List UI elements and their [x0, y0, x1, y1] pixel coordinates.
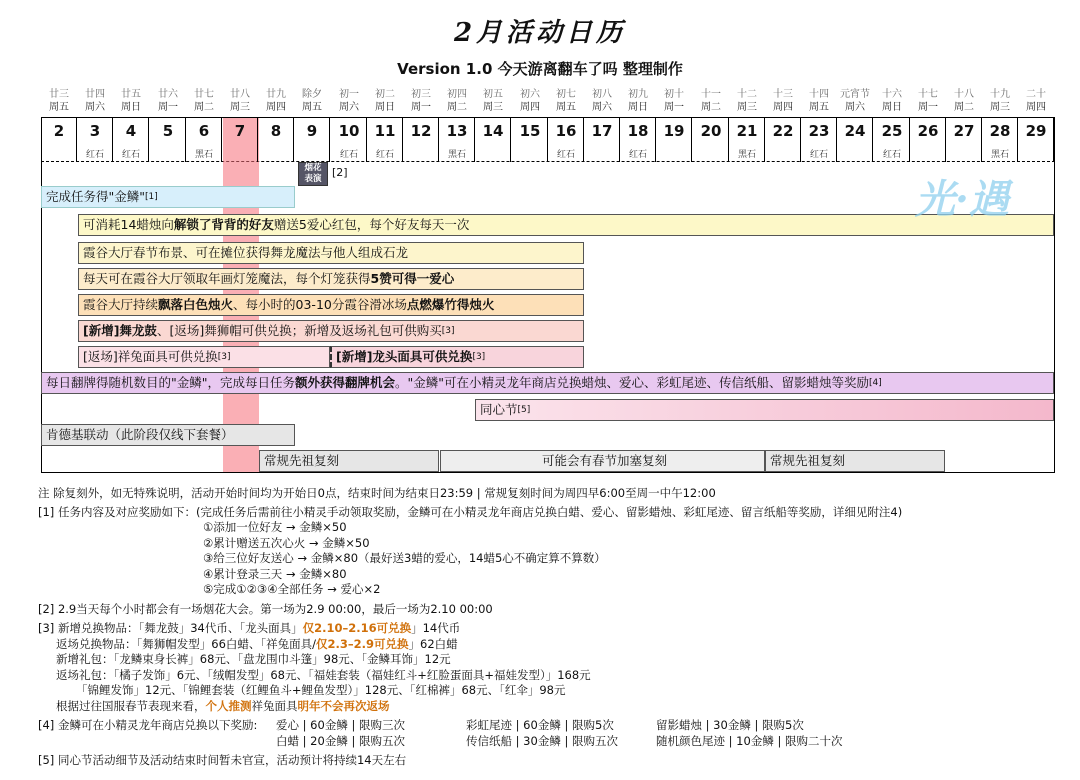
note-3a-highlight: 仅2.10–2.16可兑换 — [302, 621, 412, 635]
lunar-label — [693, 88, 729, 114]
note-3a-text-1: [3] 新增兑换物品：「舞龙鼓」34代币、「龙头面具」 — [38, 621, 303, 635]
lunar-date: 廿六 — [158, 89, 178, 100]
daily-card-text-3: 。"金鳞"可在小精灵龙年商店兑换蜡烛、爱心、彩虹尾迹、传信纸船、留影蜡烛等奖励 — [395, 375, 870, 390]
weekday: 周六 — [85, 102, 105, 113]
note-3f-text-1: 根据过往国服春节表现来看， — [56, 698, 206, 713]
day-number: 5 — [162, 122, 174, 140]
lunar-date: 廿四 — [85, 89, 105, 100]
footnotes — [38, 486, 1058, 769]
stone-tag: 红石 — [809, 150, 828, 160]
lunar-date: 二十 — [1026, 89, 1046, 100]
lunar-label — [656, 88, 692, 114]
note-4-white-candle: 白蜡 | 20金鳞 | 限购五次 — [276, 733, 406, 748]
day-number: 17 — [591, 122, 613, 140]
day-number: 13 — [446, 122, 468, 140]
daily-card-text-2: 额外获得翻牌机会 — [295, 375, 396, 390]
tongxin-festival-bar — [475, 399, 1054, 421]
weekday: 周四 — [773, 102, 793, 113]
rabbit-mask-text: [返场]祥兔面具可供兑换 — [83, 349, 218, 364]
lunar-date: 初五 — [483, 89, 503, 100]
lunar-label — [982, 88, 1018, 114]
lunar-date: 廿五 — [121, 89, 141, 100]
lunar-date: 十八 — [954, 89, 974, 100]
lunar-label — [729, 88, 765, 114]
lunar-date: 初八 — [592, 89, 612, 100]
note-4-rainbow: 彩虹尾迹 | 60金鳞 | 限购5次 — [466, 718, 614, 732]
golden-task-bar — [41, 186, 295, 208]
note-1-item-5: ⑤完成①②③④全部任务 → 爱心×2 — [203, 582, 381, 596]
candle-fire-text-2: 飘落白色烛火 — [158, 297, 234, 312]
lunar-label — [801, 88, 837, 114]
weekday: 周四 — [520, 102, 540, 113]
dragon-dance-bar — [78, 242, 584, 264]
day-number: 22 — [772, 122, 794, 140]
shop-bar — [78, 320, 584, 342]
note-4-photo-candle: 留影蜡烛 | 30金鳞 | 限购5次 — [656, 718, 804, 732]
weekday: 周一 — [918, 102, 938, 113]
day-number: 29 — [1025, 122, 1047, 140]
weekday: 周二 — [194, 102, 214, 113]
dragon-head-mask-bar — [330, 346, 584, 368]
lunar-date: 除夕 — [302, 89, 322, 100]
day-number: 23 — [808, 122, 830, 140]
day-number: 27 — [953, 122, 975, 140]
lunar-label — [77, 88, 113, 114]
stone-tag: 红石 — [339, 150, 358, 160]
note-3-return-packs-2: 「锦鲤发饰」12元、「锦鲤套装（红鲤鱼斗+鲤鱼发型）」128元、「红棉裤」68元、「红伞」98元 — [76, 683, 566, 697]
note-1-item-4: ④累计登录三天 → 金鳞×80 — [203, 566, 347, 581]
note-3a-text-2: 」14代币 — [411, 621, 461, 635]
stone-tag: 红石 — [628, 150, 647, 160]
lunar-label — [548, 88, 584, 114]
rabbit-mask-bar — [78, 346, 330, 368]
note-3b-text-1: 返场兑换物品：「舞狮帽发型」66白蜡、「祥兔面具/ — [56, 636, 317, 651]
weekday: 周一 — [664, 102, 684, 113]
lantern-bar — [78, 268, 584, 290]
weekday: 周二 — [447, 102, 467, 113]
day-number: 11 — [374, 122, 396, 140]
lunar-date: 元宵节 — [840, 89, 870, 100]
weekday: 周五 — [49, 102, 69, 113]
day-number: 6 — [198, 122, 210, 140]
lunar-label — [837, 88, 873, 114]
note-3-new-exchange — [38, 621, 1058, 637]
note-1-item-1: ①添加一位好友 → 金鳞×50 — [203, 520, 347, 534]
fireworks-label-1: 烟花 — [304, 163, 322, 173]
lunar-label — [331, 88, 367, 114]
weekday: 周一 — [158, 102, 178, 113]
lunar-label — [620, 88, 656, 114]
note-4-row-1 — [38, 718, 1058, 734]
lunar-date: 十九 — [990, 89, 1010, 100]
page-title: 2月活动日历 — [453, 18, 627, 48]
day-number: 14 — [482, 122, 504, 140]
dragon-dance-text: 霞谷大厅春节布景、可在摊位获得舞龙魔法与他人组成石龙 — [83, 245, 409, 260]
candle-fire-bar — [78, 294, 584, 316]
lunar-date: 十四 — [809, 89, 829, 100]
fireworks-show-block — [298, 162, 328, 186]
note-3-new-packs: 新增礼包：「龙鳞束身长裤」68元、「盘龙围巾斗篷」98元、「金鳞耳饰」12元 — [56, 652, 451, 666]
note-3-prediction — [38, 699, 1058, 715]
day-number: 10 — [338, 122, 360, 140]
candle-gift-text-3: 赠送5爱心红包，每个好友每天一次 — [273, 217, 470, 232]
golden-task-text: 完成任务得"金鳞" — [46, 189, 145, 204]
shop-text-1: [新增]舞龙鼓 — [83, 323, 157, 338]
note-3f-highlight-1: 个人推测 — [205, 698, 252, 713]
day-number: 25 — [881, 122, 903, 140]
lunar-date: 廿七 — [194, 89, 214, 100]
lunar-label — [1018, 88, 1054, 114]
lunar-date: 初六 — [520, 89, 540, 100]
lunar-date: 廿三 — [49, 89, 69, 100]
day-number: 3 — [89, 122, 101, 140]
tongxin-festival-text: 同心节 — [480, 402, 518, 417]
note-1: [1] 任务内容及对应奖励如下：(完成任务后需前往小精灵手动领取奖励，金鳞可在小精灵龙年商店兑换白蜡、爱心、留影蜡烛、彩虹尾迹、留言纸船等奖励，详细见附注4) — [38, 504, 903, 519]
lunar-label — [512, 88, 548, 114]
lunar-date: 初七 — [556, 89, 576, 100]
day-number: 24 — [844, 122, 866, 140]
note-1-item-3: ③给三位好友送心 → 金鳞×80（最好送3蜡的爱心，14蜡5心不确定算不算数） — [203, 551, 606, 565]
note-4-row-2 — [38, 734, 1058, 750]
day-number: 26 — [917, 122, 939, 140]
day-number: 28 — [989, 122, 1011, 140]
tongxin-festival-note: [5] — [517, 405, 531, 415]
daily-card-note: [4] — [869, 378, 882, 388]
lunar-date: 十一 — [701, 89, 721, 100]
lunar-label — [222, 88, 258, 114]
weekday: 周二 — [701, 102, 721, 113]
stone-tag: 红石 — [556, 150, 575, 160]
stone-tag: 红石 — [121, 150, 140, 160]
lunar-date: 廿八 — [230, 89, 250, 100]
kfc-collab-bar — [41, 424, 295, 446]
day-number: 16 — [555, 122, 577, 140]
dragon-head-mask-note: [3] — [472, 352, 486, 362]
candle-gift-text-2: 解锁了背背的好友 — [173, 217, 274, 232]
shop-text-2: 、[返场]舞狮帽可供兑换；新增及返场礼包可供购买 — [156, 323, 442, 338]
stone-tag: 黑石 — [737, 150, 756, 160]
lunar-date: 十七 — [918, 89, 938, 100]
rerun-bar-3 — [765, 450, 945, 472]
stone-tag: 黑石 — [990, 150, 1009, 160]
lunar-label — [765, 88, 801, 114]
note-2: [2] 2.9当天每个小时都会有一场烟花大会。第一场为2.9 00:00，最后一场为2.10 00:00 — [38, 601, 493, 616]
day-number: 21 — [736, 122, 758, 140]
lunar-date: 初四 — [447, 89, 467, 100]
rerun-text-2: 可能会有春节加塞复刻 — [541, 453, 667, 468]
day-number: 20 — [700, 122, 722, 140]
kfc-collab-text: 肯德基联动（此阶段仅线下套餐） — [46, 427, 234, 442]
lunar-date: 廿九 — [266, 89, 286, 100]
page-subtitle: Version 1.0 今天游离翻车了吗 整理制作 — [397, 60, 683, 78]
lunar-label — [910, 88, 946, 114]
rerun-text-1: 常规先祖复刻 — [264, 453, 340, 468]
lunar-label — [367, 88, 403, 114]
lantern-text-1: 每天可在霞谷大厅领取年画灯笼魔法，每个灯笼获得 — [83, 271, 371, 286]
lunar-label — [403, 88, 439, 114]
weekday: 周三 — [483, 102, 503, 113]
sky-logo: 光·遇 — [915, 176, 1009, 223]
golden-task-note: [1] — [145, 192, 158, 202]
stone-tag: 黑石 — [447, 150, 466, 160]
rerun-bar-1 — [259, 450, 439, 472]
note-4-paper-boat: 传信纸船 | 30金鳞 | 限购五次 — [466, 733, 619, 748]
weekday: 周五 — [556, 102, 576, 113]
note-general: 注 除复刻外，如无特殊说明，活动开始时间均为开始日0点，结束时间为结束日23:59 | 常规复刻时间为周四早6:00至周一中午12:00 — [38, 486, 716, 500]
day-number: 15 — [519, 122, 541, 140]
lunar-label — [294, 88, 330, 114]
day-number: 18 — [627, 122, 649, 140]
weekday: 周日 — [882, 102, 902, 113]
candle-fire-text-1: 霞谷大厅持续 — [83, 297, 159, 312]
weekday: 周二 — [954, 102, 974, 113]
weekday: 周日 — [121, 102, 141, 113]
note-3-return-exchange — [38, 637, 1058, 653]
note-5: [5] 同心节活动细节及活动结束时间暂未官宣，活动预计将持续14天左右 — [38, 753, 407, 767]
weekday: 周一 — [411, 102, 431, 113]
stone-tag: 红石 — [882, 150, 901, 160]
stone-tag: 红石 — [85, 150, 104, 160]
weekday: 周五 — [302, 102, 322, 113]
weekday: 周日 — [375, 102, 395, 113]
lunar-label — [475, 88, 511, 114]
weekday: 周五 — [809, 102, 829, 113]
weekday: 周六 — [845, 102, 865, 113]
lunar-label — [874, 88, 910, 114]
day-number: 19 — [663, 122, 685, 140]
day-number: 7 — [234, 122, 246, 140]
lunar-label — [258, 88, 294, 114]
note-4-heart: 爱心 | 60金鳞 | 限购三次 — [276, 718, 406, 732]
note-1-item-2: ②累计赠送五次心火 → 金鳞×50 — [203, 535, 370, 550]
note-4-label: [4] 金鳞可在小精灵龙年商店兑换以下奖励: — [38, 718, 258, 732]
candle-gift-bar — [78, 214, 1054, 236]
candle-fire-text-3: 、每小时的03-10分霞谷滑冰场 — [233, 297, 407, 312]
daily-card-bar — [41, 372, 1054, 394]
lunar-date: 十六 — [882, 89, 902, 100]
lunar-label — [439, 88, 475, 114]
lunar-date: 十三 — [773, 89, 793, 100]
note-3b-text-2: 」62白蜡 — [408, 636, 458, 651]
note-3f-text-2: 祥兔面具 — [251, 698, 298, 713]
day-number: 4 — [125, 122, 137, 140]
lunar-label — [150, 88, 186, 114]
rabbit-mask-note: [3] — [217, 352, 231, 362]
stone-tag: 红石 — [375, 150, 394, 160]
weekday: 周六 — [339, 102, 359, 113]
candle-gift-text-1: 可消耗14蜡烛向 — [83, 217, 174, 232]
lunar-label — [41, 88, 77, 114]
day-number: 9 — [306, 122, 318, 140]
fireworks-label-2: 表演 — [304, 174, 322, 184]
day-number: 8 — [270, 122, 282, 140]
rerun-text-3: 常规先祖复刻 — [770, 453, 846, 468]
note-3f-highlight-2: 明年不会再次返场 — [297, 698, 390, 713]
weekday: 周日 — [628, 102, 648, 113]
weekday: 周三 — [230, 102, 250, 113]
candle-fire-text-4: 点燃爆竹得烛火 — [406, 297, 495, 312]
lunar-label — [584, 88, 620, 114]
day-number: 2 — [53, 122, 65, 140]
day-number: 12 — [410, 122, 432, 140]
weekday: 周四 — [266, 102, 286, 113]
lunar-label — [946, 88, 982, 114]
daily-card-text-1: 每日翻牌得随机数目的"金鳞"，完成每日任务 — [46, 375, 295, 390]
weekday: 周六 — [592, 102, 612, 113]
weekday: 周四 — [1026, 102, 1046, 113]
weekday: 周三 — [737, 102, 757, 113]
lunar-date: 十二 — [737, 89, 757, 100]
note-3b-highlight: 仅2.3–2.9可兑换 — [316, 636, 409, 651]
note-3-return-packs: 返场礼包：「橘子发饰」6元、「绒帽发型」68元、「福娃套装（福娃红斗+红脸蛋面具+福娃发型）」168元 — [56, 667, 591, 682]
weekday: 周三 — [990, 102, 1010, 113]
rerun-bar-2 — [440, 450, 765, 472]
lunar-date: 初三 — [411, 89, 431, 100]
shop-note: [3] — [441, 326, 455, 336]
lunar-date: 初九 — [628, 89, 648, 100]
lantern-text-2: 5赞可得一爱心 — [370, 271, 455, 286]
stone-tag: 黑石 — [194, 150, 213, 160]
fireworks-note: [2] — [332, 166, 348, 179]
lunar-label — [113, 88, 149, 114]
note-4-random-trail: 随机颜色尾迹 | 10金鳞 | 限购二十次 — [656, 733, 843, 748]
lunar-label — [186, 88, 222, 114]
lunar-date: 初二 — [375, 89, 395, 100]
lunar-date: 初十 — [664, 89, 684, 100]
lunar-date: 初一 — [339, 89, 359, 100]
dragon-head-mask-text: [新增]龙头面具可供兑换 — [336, 349, 473, 364]
